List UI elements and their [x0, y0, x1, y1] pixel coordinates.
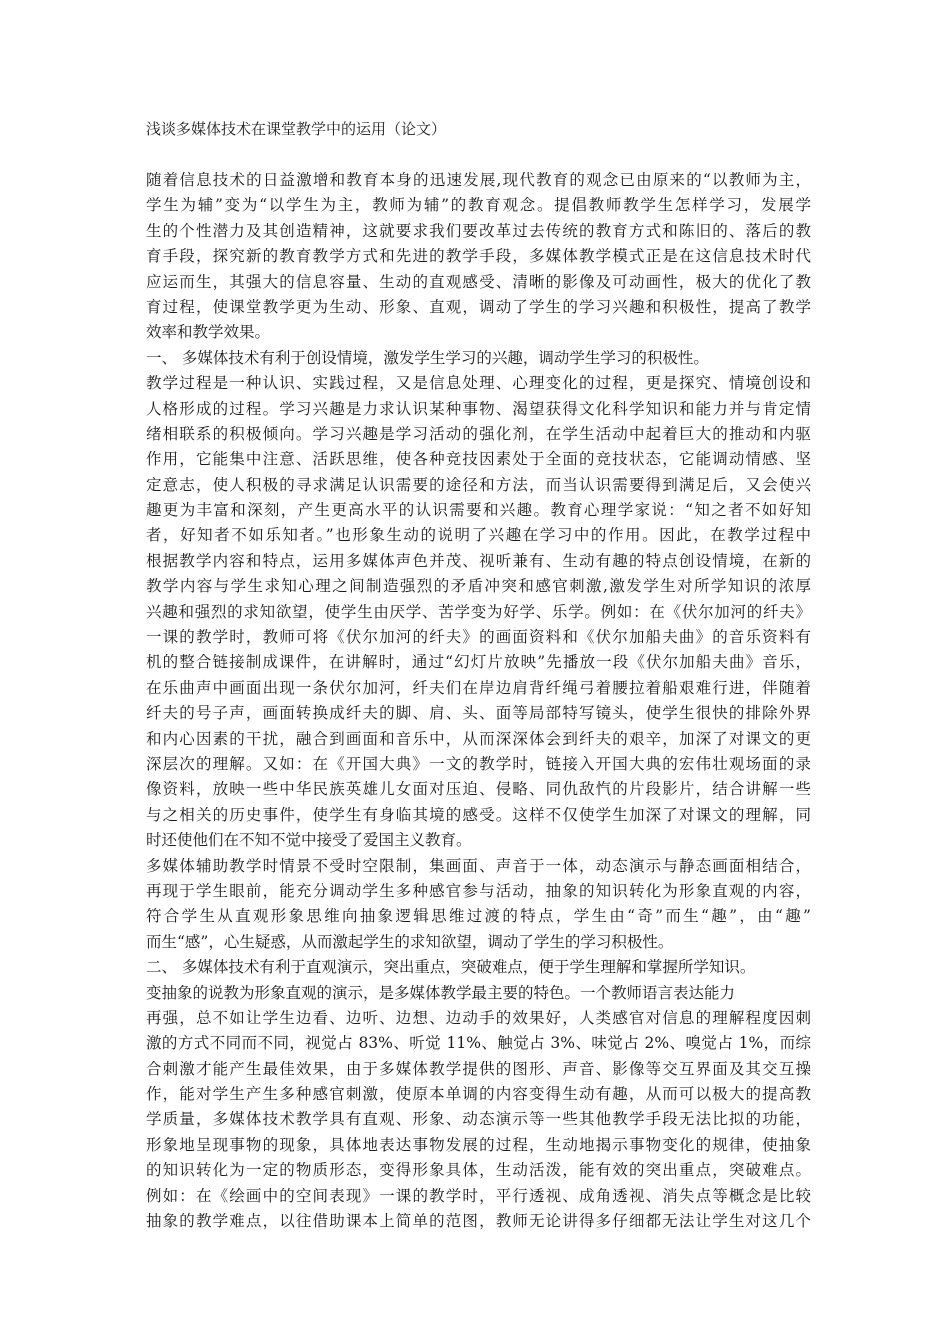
text-line: 符合学生从直观形象思维向抽象逻辑思维过渡的特点，学生由“奇”而生“趣”，由“趣” — [146, 907, 811, 926]
text-line: 像资料，放映一些中华民族英雄儿女面对压迫、侵略、同仇敌忾的片段影片，结合讲解一些 — [146, 780, 811, 799]
text-line: 应运而生，其强大的信息容量、生动的直观感受、清晰的影像及可动画性，极大的优化了教 — [146, 272, 811, 291]
text-line: 一、 多媒体技术有利于创设情境，激发学生学习的兴趣，调动学生学习的积极性。 — [146, 348, 709, 367]
text-line: 二、 多媒体技术有利于直观演示，突出重点，突破难点，便于学生理解和掌握所学知识。 — [146, 958, 756, 977]
text-line: 的知识转化为一定的物质形态，变得形象具体，生动活泼，能有效的突出重点，突破难点。 — [146, 1161, 811, 1180]
document-body — [146, 168, 811, 1234]
text-line: 定意志，使人积极的寻求满足认识需要的途径和方法，而当认识需要得到满足后，又会使兴 — [146, 475, 811, 494]
text-line: 作，能对学生产生多种感官刺激，使原本单调的内容变得生动有趣，从而可以极大的提高教 — [146, 1085, 811, 1104]
text-line: 教学过程是一种认识、实践过程，又是信息处理、心理变化的过程，更是探究、情境创设和 — [146, 374, 811, 393]
text-line: 时还使他们在不知不觉中接受了爱国主义教育。 — [146, 831, 472, 850]
text-line: 和内心因素的干扰，融合到画面和音乐中，从而深深体会到纤夫的艰辛，加深了对课文的更 — [146, 729, 811, 748]
text-line: 形象地呈现事物的现象，具体地表达事物发展的过程，生动地揭示事物变化的规律，使抽象 — [146, 1135, 811, 1154]
text-line: 深层次的理解。又如：在《开国大典》一文的教学时，链接入开国大典的宏伟壮观场面的录 — [146, 754, 811, 773]
text-line: 一课的教学时，教师可将《伏尔加河的纤夫》的画面资料和《伏尔加船夫曲》的音乐资料有 — [146, 628, 811, 647]
text-line: 纤夫的号子声，画面转换成纤夫的脚、肩、头、面等局部特写镜头，使学生很快的排除外界 — [146, 704, 811, 723]
text-line: 绪相联系的积极倾向。学习兴趣是学习活动的强化剂，在学生活动中起着巨大的推动和内驱 — [146, 424, 811, 443]
text-line: 随着信息技术的日益激增和教育本身的迅速发展,现代教育的观念已由原来的“以教师为主， — [146, 171, 811, 189]
text-line: 再现于学生眼前，能充分调动学生多种感官参与活动，抽象的知识转化为形象直观的内容， — [146, 881, 811, 900]
text-line: 作用，它能集中注意、活跃思维，使各种竞技因素处于全面的竞技状态，它能调动情感、坚 — [146, 450, 811, 469]
text-line: 教学内容与学生求知心理之间制造强烈的矛盾冲突和感官刺激,激发学生对所学知识的浓厚 — [146, 577, 811, 596]
text-line: 再强，总不如让学生边看、边听、边想、边动手的效果好，人类感官对信息的理解程度因刺 — [146, 1008, 811, 1027]
document-title: 浅谈多媒体技术在课堂教学中的运用（论文） — [146, 120, 447, 138]
text-line: 效率和教学效果。 — [146, 323, 271, 342]
text-line: 根据教学内容和特点，运用多媒体声色并茂、视听兼有、生动有趣的特点创设情境，在新的 — [146, 551, 811, 570]
text-line: 兴趣和强烈的求知欲望，使学生由厌学、苦学变为好学、乐学。例如：在《伏尔加河的纤夫》 — [146, 602, 811, 621]
text-line: 者，好知者不如乐知者。”也形象生动的说明了兴趣在学习中的作用。因此，在教学过程中 — [146, 526, 811, 545]
text-line: 与之相关的历史事件，使学生有身临其境的感受。这样不仅使学生加深了对课文的理解，同 — [146, 805, 811, 824]
text-line: 合刺激才能产生最佳效果，由于多媒体教学提供的图形、声音、影像等交互界面及其交互操 — [146, 1059, 811, 1078]
text-line: 人格形成的过程。学习兴趣是力求认识某种事物、渴望获得文化科学知识和能力并与肯定情 — [146, 399, 811, 418]
text-line: 育手段，探究新的教育教学方式和先进的教学手段，多媒体教学模式正是在这信息技术时代 — [146, 247, 811, 266]
text-line: 抽象的教学难点，以往借助课本上简单的范图，教师无论讲得多仔细都无法让学生对这几个 — [146, 1212, 811, 1231]
text-line: 激的方式不同而不同，视觉占 83%、听觉 11%、触觉占 3%、味觉占 2%、嗅觉占 1%，而综 — [146, 1034, 811, 1053]
text-line: 变抽象的说教为形象直观的演示，是多媒体教学最主要的特色。一个教师语言表达能力 — [146, 983, 736, 1002]
text-line: 在乐曲声中画面出现一条伏尔加河，纤夫们在岸边肩背纤绳弓着腰拉着船艰难行进，伴随着 — [146, 678, 811, 697]
text-line: 机的整合链接制成课件，在讲解时，通过“幻灯片放映”先播放一段《伏尔加船夫曲》音乐， — [146, 653, 811, 672]
text-line: 生的个性潜力及其创造精神，这就要求我们要改革过去传统的教育方式和陈旧的、落后的教 — [146, 221, 811, 240]
text-line: 多媒体辅助教学时情景不受时空限制，集画面、声音于一体，动态演示与静态画面相结合， — [146, 856, 811, 875]
text-line: 例如：在《绘画中的空间表现》一课的教学时，平行透视、成角透视、消失点等概念是比较 — [146, 1186, 811, 1205]
text-line: 趣更为丰富和深刻，产生更高水平的认识需要和兴趣。教育心理学家说：“知之者不如好知 — [146, 501, 811, 520]
text-line: 学质量，多媒体技术教学具有直观、形象、动态演示等一些其他教学手段无法比拟的功能， — [146, 1110, 811, 1129]
text-line: 而生“感”，心生疑惑，从而激起学生的求知欲望，调动了学生的学习积极性。 — [146, 932, 674, 951]
text-line: 学生为辅”变为“以学生为主，教师为辅”的教育观念。提倡教师教学生怎样学习，发展学 — [146, 196, 811, 215]
text-line: 育过程，使课堂教学更为生动、形象、直观，调动了学生的学习兴趣和积极性，提高了教学 — [146, 297, 811, 316]
